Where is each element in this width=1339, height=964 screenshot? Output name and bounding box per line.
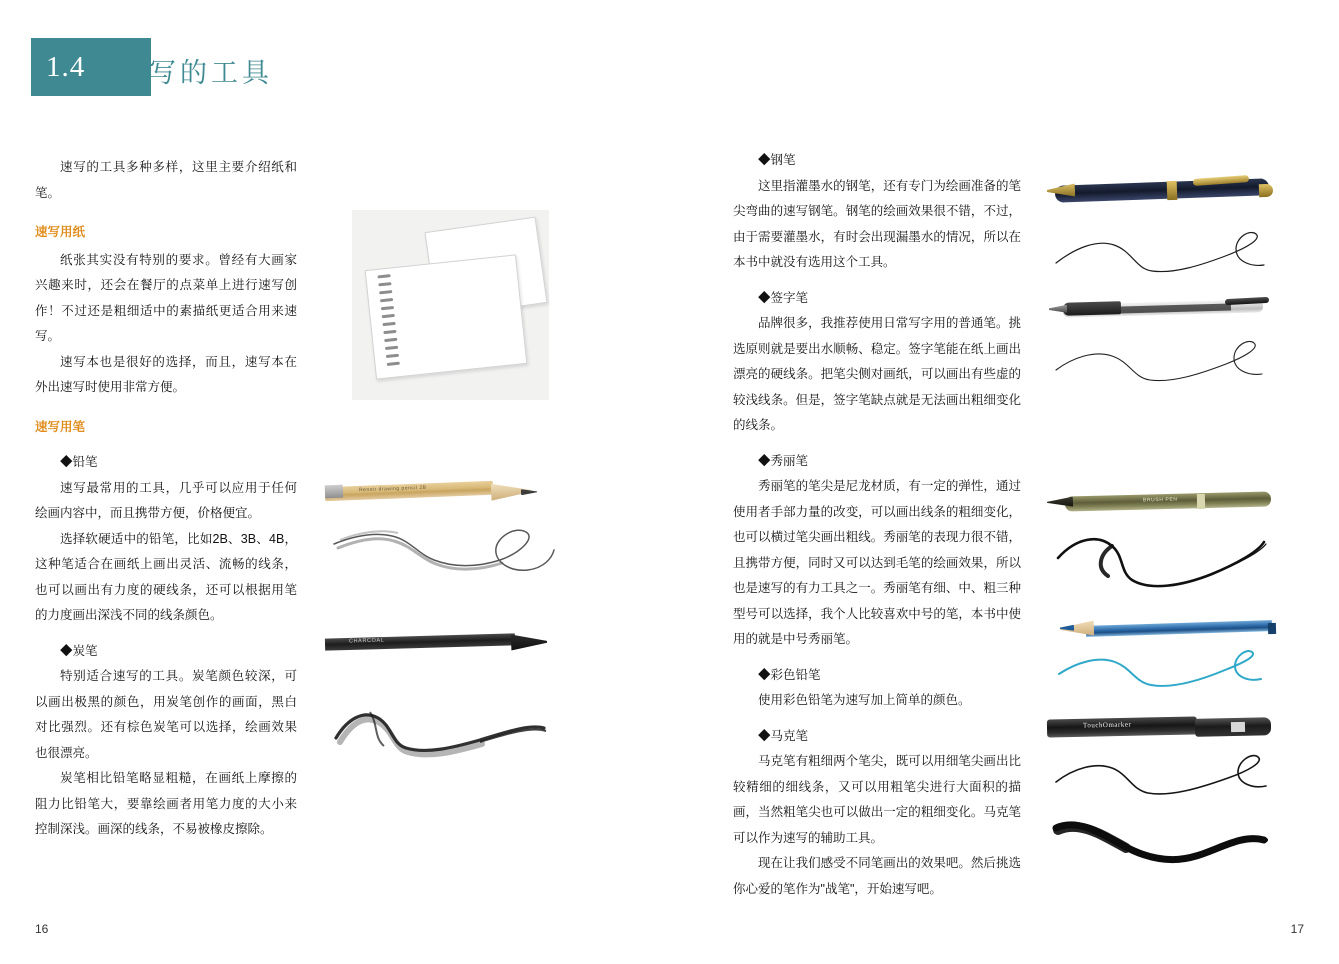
notebook-and-paper-photo bbox=[352, 210, 549, 400]
pencil-paragraph-2: 选择软硬适中的铅笔，比如2B、3B、4B，这种笔适合在画纸上画出灵活、流畅的线条，也可以画出有力度的硬线条，还可以根据用笔的力度画出深浅不同的线条颜色。 bbox=[35, 531, 297, 622]
color-pencil-barrel bbox=[1086, 620, 1272, 637]
gel-pen-photo bbox=[1047, 290, 1279, 324]
paper-paragraph-2: 速写本也是很好的选择，而且，速写本在外出速写时使用非常方便。 bbox=[35, 354, 297, 394]
subsection-label-pen: 速写用笔 bbox=[35, 419, 86, 434]
brush-pen-stroke bbox=[1052, 528, 1278, 600]
graphite-pencil-photo bbox=[325, 478, 551, 510]
section-number: 1.4 bbox=[46, 51, 86, 83]
color-pencil-end bbox=[1268, 623, 1276, 634]
color-pencil-paragraph: 使用彩色铅笔为速写加上简单的颜色。 bbox=[758, 693, 971, 707]
fountain-pen-paragraph: 这里指灌墨水的钢笔，还有专门为绘画准备的笔尖弯曲的速写钢笔。钢笔的绘画效果很不错，不过，由于需要灌墨水，有时会出现漏墨水的情况，所以在本书中就没有选用这个工具。 bbox=[733, 178, 1021, 269]
fountain-pen-photo bbox=[1047, 170, 1277, 210]
item-title-marker: ◆马克笔 bbox=[758, 728, 809, 743]
gel-pen-paragraph: 品牌很多，我推荐使用日常写字用的普通笔。挑选原则就是要出水顺畅、稳定。签字笔能在纸上画出漂亮的硬线条。把笔尖侧对画纸，可以画出有些虚的较浅线条。但是，签字笔缺点就是无法画出粗细变化的线条。 bbox=[733, 316, 1021, 432]
brush-pen-barrel-text: BRUSH PEN bbox=[1142, 496, 1178, 504]
page-number-left: 16 bbox=[35, 922, 49, 936]
charcoal-tip bbox=[511, 634, 547, 651]
subsection-label-paper: 速写用纸 bbox=[35, 225, 86, 239]
gel-pen-grip bbox=[1063, 301, 1121, 316]
blue-color-pencil-photo bbox=[1060, 614, 1280, 642]
marker-thick-stroke bbox=[1052, 812, 1282, 878]
gel-pen-tip bbox=[1049, 305, 1067, 313]
intro-paragraph: 速写的工具多种多样，这里主要介绍纸和笔。 bbox=[35, 160, 297, 200]
right-text-column bbox=[733, 148, 1021, 902]
pencil-scribble-stroke bbox=[330, 520, 560, 590]
gel-pen-stroke bbox=[1052, 336, 1278, 396]
charcoal-paragraph-2: 炭笔相比铅笔略显粗糙，在画纸上摩擦的阻力比铅笔大，要靠绘画者用笔力度的大小来控制深浅。画深的线条，不易被橡皮擦除。 bbox=[35, 771, 297, 836]
marker-paragraph-2: 现在让我们感受不同笔画出的效果吧。然后挑选你心爱的笔作为"战笔"，开始速写吧。 bbox=[733, 856, 1021, 896]
charcoal-paragraph-1: 特别适合速写的工具。炭笔颜色较深，可以画出极黑的颜色，用炭笔创作的画面，黑白对比强烈。还有棕色炭笔可以选择，绘画效果也很漂亮。 bbox=[35, 669, 297, 760]
marker-pen-photo bbox=[1047, 708, 1279, 744]
section-title: 速写的工具 bbox=[118, 58, 273, 88]
color-pencil-stroke bbox=[1055, 648, 1281, 698]
brush-pen-photo bbox=[1047, 483, 1279, 517]
item-title-color-pencil: ◆彩色铅笔 bbox=[758, 667, 821, 682]
page-number-right: 17 bbox=[1290, 922, 1304, 936]
charcoal-pencil-photo bbox=[325, 628, 555, 658]
marker-thin-stroke bbox=[1052, 752, 1282, 812]
marker-paragraph-1: 马克笔有粗细两个笔尖，既可以用细笔尖画出比较精细的细线条，又可以用粗笔尖进行大面积的描画，当然粗笔尖也可以做出一定的粗细变化。马克笔可以作为速写的辅助工具。 bbox=[733, 754, 1021, 845]
spiral-binding bbox=[377, 263, 486, 369]
fountain-pen-end-cap bbox=[1259, 184, 1273, 197]
pencil-paragraph-1: 速写最常用的工具，几乎可以应用于任何绘画内容中，而且携带方便，价格便宜。 bbox=[35, 480, 297, 520]
marker-barrel-text: TouchOmarker bbox=[1082, 720, 1132, 730]
pencil-barrel-text: Renoir drawing pencil 2B bbox=[358, 484, 427, 494]
item-title-charcoal: ◆炭笔 bbox=[60, 643, 98, 658]
fountain-pen-stroke bbox=[1052, 225, 1278, 285]
item-title-pencil: ◆铅笔 bbox=[60, 455, 98, 469]
section-header bbox=[0, 38, 1339, 96]
charcoal-scribble-stroke bbox=[330, 698, 562, 770]
charcoal-barrel-text: CHARCOAL bbox=[348, 637, 385, 645]
brush-pen-paragraph: 秀丽笔的笔尖是尼龙材质，有一定的弹性，通过使用者手部力量的改变，可以画出线条的粗细变化，也可以横过笔尖画出粗线。秀丽笔的表现力很不错，且携带方便，同时又可以达到毛笔的绘画效果，所以也是速写的有力工具之一。秀丽笔有细、中、粗三种型号可以选择，我个人比较喜欢中号的笔，本书中使用的就是中号秀丽笔。 bbox=[733, 479, 1021, 646]
paper-paragraph-1: 纸张其实没有特别的要求。曾经有大画家兴趣来时，还会在餐厅的点菜单上进行速写创作！不过还是粗细适中的素描纸更适合用来速写。 bbox=[35, 252, 297, 343]
brush-pen-band bbox=[1197, 494, 1205, 509]
pencil-lead bbox=[521, 489, 537, 496]
left-text-column bbox=[35, 155, 297, 843]
item-title-gel-pen: ◆签字笔 bbox=[758, 290, 809, 305]
marker-color-swatch bbox=[1231, 722, 1245, 732]
item-title-fountain-pen: ◆钢笔 bbox=[758, 153, 796, 167]
fountain-pen-cap-ring bbox=[1167, 181, 1178, 200]
item-title-brush-pen: ◆秀丽笔 bbox=[758, 453, 809, 468]
pencil-ferrule bbox=[325, 485, 343, 499]
brush-pen-tip bbox=[1047, 497, 1073, 508]
